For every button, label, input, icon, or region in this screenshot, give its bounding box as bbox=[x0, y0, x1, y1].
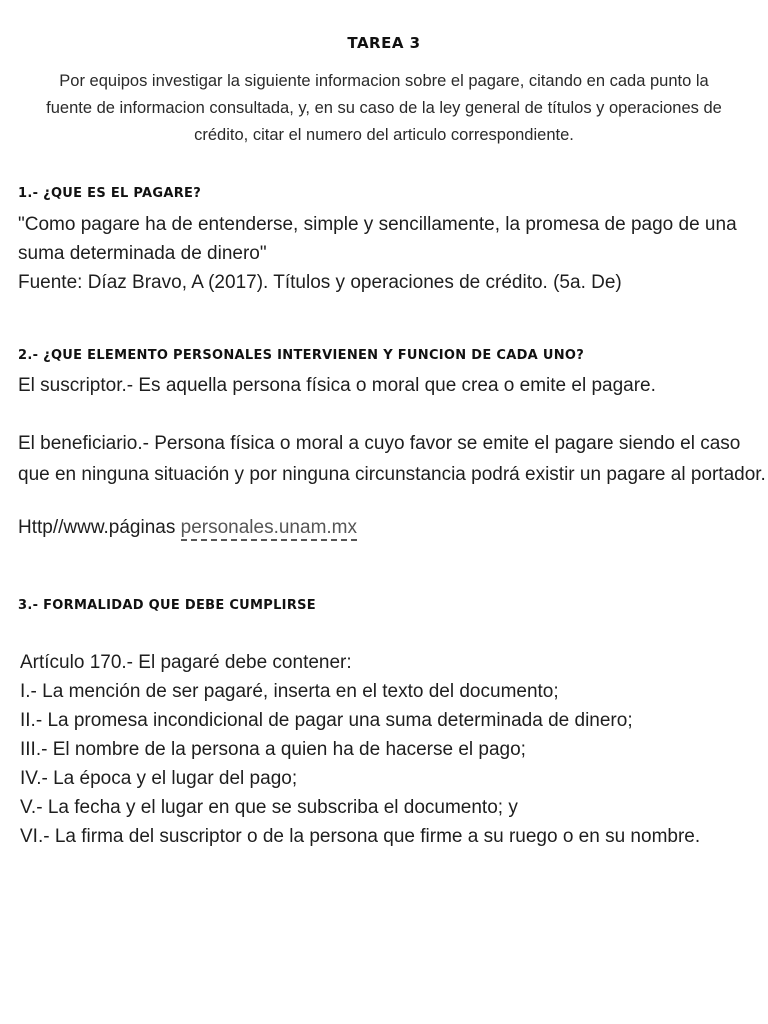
section-2-heading: 2.- ¿QUE ELEMENTO PERSONALES INTERVIENEN Y FUNCION DE CADA UNO? bbox=[18, 348, 585, 363]
list-item: IV.- La época y el lugar del pago; bbox=[20, 768, 298, 789]
intro-line: crédito, citar el numero del articulo correspondiente. bbox=[194, 126, 574, 144]
intro-line: fuente de informacion consultada, y, en su caso de la ley general de títulos y operaciones de bbox=[46, 99, 722, 117]
document-title: TAREA 3 bbox=[347, 34, 421, 52]
list-item: I.- La mención de ser pagaré, inserta en el texto del documento; bbox=[20, 681, 559, 702]
quote-line: "Como pagare ha de entenderse, simple y sencillamente, la promesa de pago de una bbox=[18, 214, 737, 235]
section-1-body bbox=[18, 210, 737, 297]
quote-line: suma determinada de dinero" bbox=[18, 243, 267, 264]
suscriptor-definition: El suscriptor.- Es aquella persona física o moral que crea o emite el pagare. bbox=[18, 375, 656, 396]
url-prefix: Http//www.páginas bbox=[18, 517, 181, 538]
article-intro: Artículo 170.- El pagaré debe contener: bbox=[20, 652, 352, 673]
section-3-body bbox=[20, 648, 700, 851]
source-citation: Fuente: Díaz Bravo, A (2017). Títulos y operaciones de crédito. (5a. De) bbox=[18, 272, 622, 293]
list-item: VI.- La firma del suscriptor o de la persona que firme a su ruego o en su nombre. bbox=[20, 826, 701, 847]
section-1-heading: 1.- ¿QUE ES EL PAGARE? bbox=[18, 186, 202, 201]
beneficiario-line: que en ninguna situación y por ninguna circunstancia podrá existir un pagare al portador. bbox=[18, 464, 766, 485]
beneficiario-definition bbox=[18, 428, 766, 490]
intro-line: Por equipos investigar la siguiente informacion sobre el pagare, citando en cada punto la bbox=[59, 72, 709, 90]
intro-paragraph bbox=[22, 68, 746, 149]
list-item: V.- La fecha y el lugar en que se subscriba el documento; y bbox=[20, 797, 518, 818]
section-3-heading: 3.- FORMALIDAD QUE DEBE CUMPLIRSE bbox=[18, 598, 316, 613]
beneficiario-line: El beneficiario.- Persona física o moral a cuyo favor se emite el pagare siendo el caso bbox=[18, 433, 741, 454]
list-item: III.- El nombre de la persona a quien ha de hacerse el pago; bbox=[20, 739, 526, 760]
list-item: II.- La promesa incondicional de pagar una suma determinada de dinero; bbox=[20, 710, 633, 731]
url-link[interactable]: personales.unam.mx bbox=[181, 517, 357, 541]
source-url bbox=[18, 517, 357, 539]
